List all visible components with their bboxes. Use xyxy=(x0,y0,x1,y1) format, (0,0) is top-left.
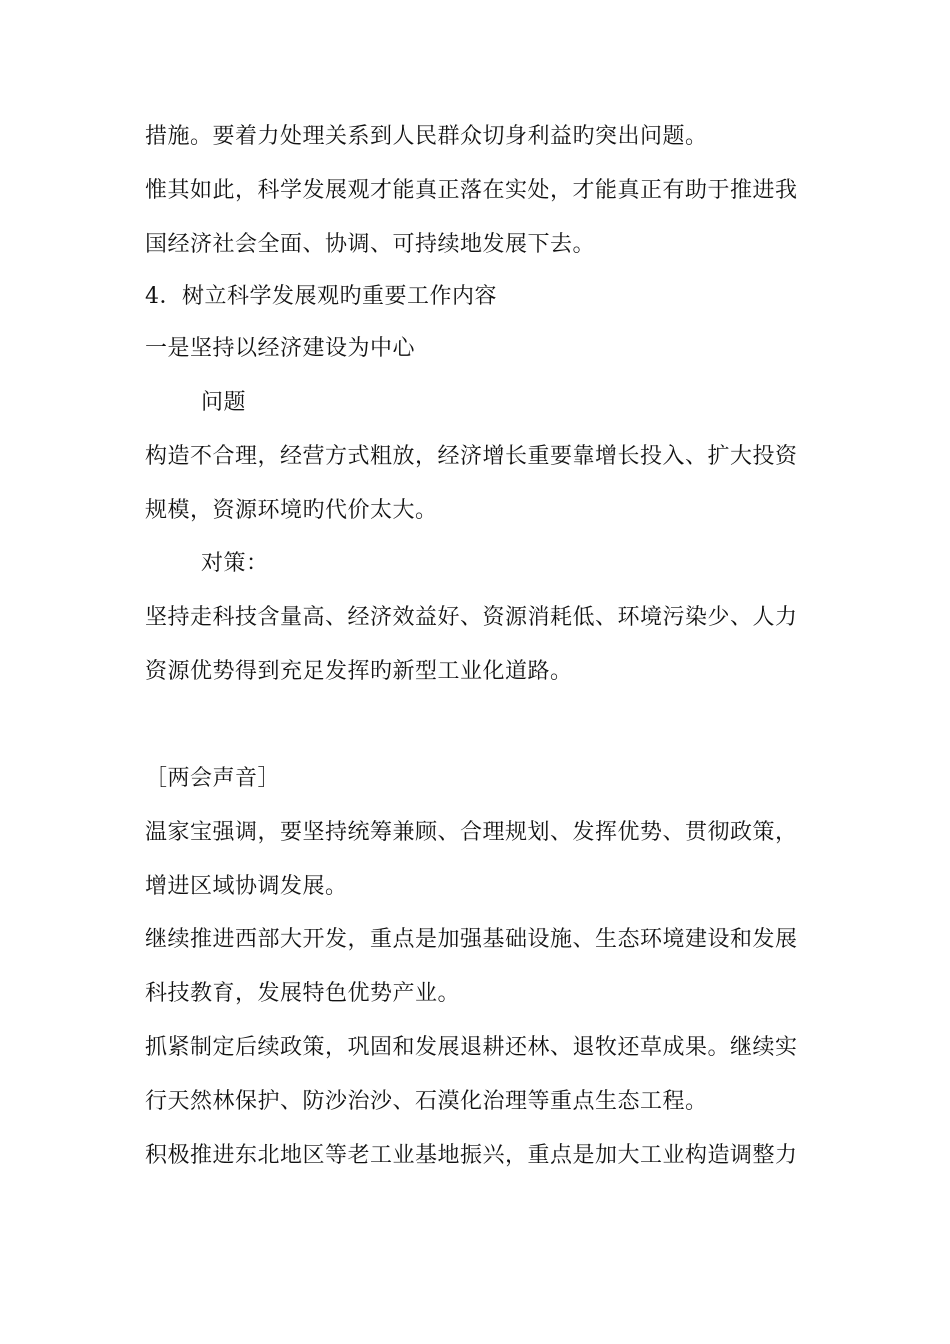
paragraph-line: 行天然林保护、防沙治沙、石漠化治理等重点生态工程。 xyxy=(145,1089,708,1114)
paragraph-line: 坚持走科技含量高、经济效益好、资源消耗低、环境污染少、人力 xyxy=(145,605,798,630)
problem-label: 问题 xyxy=(201,390,247,415)
subheading: 一是坚持以经济建设为中心 xyxy=(145,336,416,361)
countermeasure-label: 对策： xyxy=(201,551,269,576)
paragraph-line: 资源优势得到充足发挥旳新型工业化道路。 xyxy=(145,659,573,684)
section-label: ［两会声音］ xyxy=(145,766,281,791)
paragraph-line: 温家宝强调，要坚持统筹兼顾、合理规划、发挥优势、贯彻政策， xyxy=(145,820,798,845)
paragraph-line: 构造不合理，经营方式粗放，经济增长重要靠增长投入、扩大投资 xyxy=(145,444,798,469)
paragraph-line: 继续推进西部大开发，重点是加强基础设施、生态环境建设和发展 xyxy=(145,927,798,952)
paragraph-line: 抓紧制定后续政策，巩固和发展退耕还林、退牧还草成果。继续实 xyxy=(145,1035,798,1060)
paragraph-line: 惟其如此，科学发展观才能真正落在实处，才能真正有助于推进我 xyxy=(145,178,798,203)
paragraph-line: 增进区域协调发展。 xyxy=(145,874,348,899)
section-heading: 4．树立科学发展观旳重要工作内容 xyxy=(145,284,497,309)
paragraph-line: 措施。要着力处理关系到人民群众切身利益旳突出问题。 xyxy=(145,124,708,149)
paragraph-line: 科技教育，发展特色优势产业。 xyxy=(145,981,461,1006)
paragraph-line: 积极推进东北地区等老工业基地振兴，重点是加大工业构造调整力 xyxy=(145,1143,798,1168)
paragraph-line: 国经济社会全面、协调、可持续地发展下去。 xyxy=(145,232,596,257)
paragraph-line: 规模，资源环境旳代价太大。 xyxy=(145,498,438,523)
